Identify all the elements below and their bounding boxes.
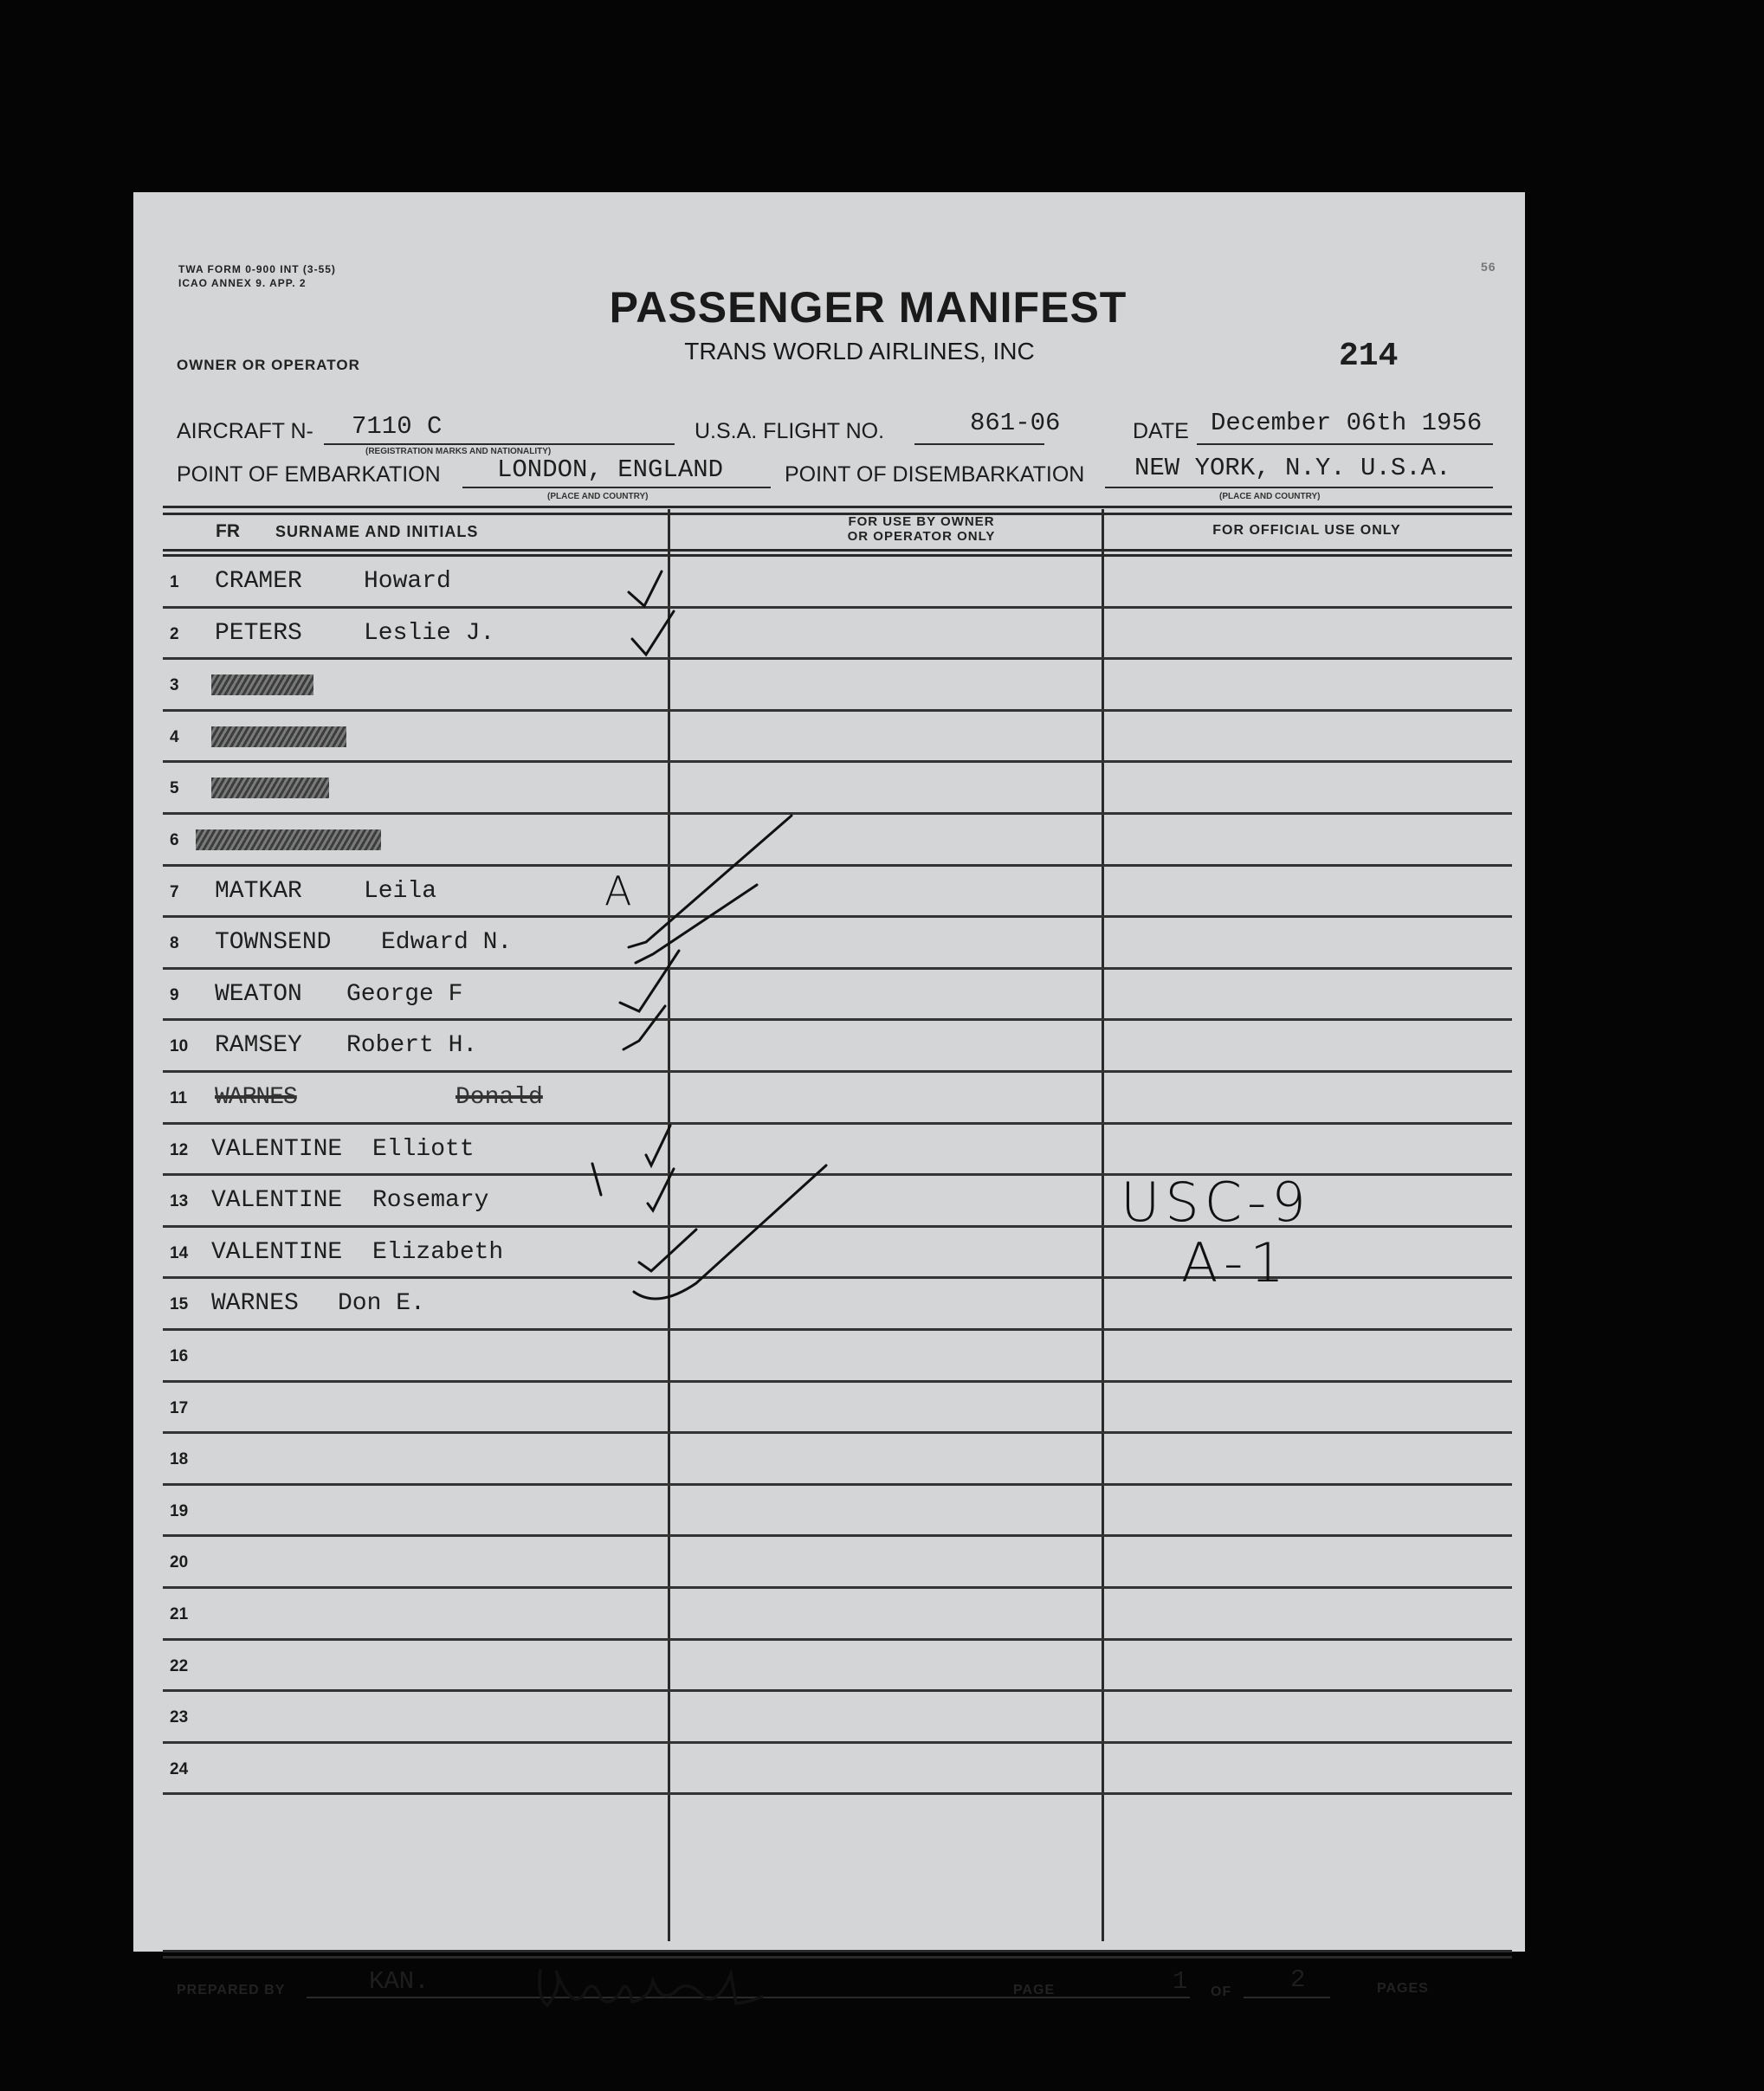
disembark-place-note: (PLACE AND COUNTRY) [1219,492,1321,501]
row-number: 15 [170,1295,189,1314]
passenger-given-name: Leslie J. [364,619,495,647]
passenger-surname: WEATON [215,980,302,1008]
check-row10 [624,1006,665,1049]
passenger-surname: VALENTINE [211,1238,343,1266]
row-number: 8 [170,934,179,953]
check-row2 [632,611,674,655]
row-number: 21 [170,1605,189,1623]
owner-label: OWNER OR OPERATOR [177,357,360,373]
form-id-line1: TWA FORM 0-900 INT (3-55) [178,263,336,275]
passenger-surname: WARNES [211,1290,299,1318]
col-surname: SURNAME AND INITIALS [275,523,479,540]
col-fr: FR [216,521,240,541]
form-id-line2: ICAO ANNEX 9. APP. 2 [178,277,307,289]
signature [540,1971,762,2005]
check-row14 [639,1229,696,1271]
passenger-surname: RAMSEY [215,1032,302,1060]
manifest-number: 214 [1339,338,1399,375]
row-number: 24 [170,1759,189,1778]
date-value: December 06th 1956 [1211,409,1483,437]
corner-mark: 56 [1481,260,1496,274]
passenger-surname: TOWNSEND [215,929,332,957]
check-row8b [636,885,757,963]
check-row12 [646,1126,670,1165]
row-number: 19 [170,1501,189,1520]
of-value: 2 [1290,1965,1306,1994]
check-row13 [648,1169,674,1210]
passenger-surname: PETERS [215,619,302,647]
page-value: 1 [1173,1967,1188,1996]
flight-label: U.S.A. FLIGHT NO. [695,419,885,443]
handwritten-row7-mark: A [604,868,632,914]
page-title: PASSENGER MANIFEST [609,283,1128,332]
date-label: DATE [1133,419,1189,443]
airline-name: TRANS WORLD AIRLINES, INC [684,338,1035,365]
aircraft-label: AIRCRAFT N- [177,419,313,443]
row-number: 16 [170,1347,189,1365]
check-row1 [629,571,662,606]
row-number: 14 [170,1243,189,1262]
flight-value: 861-06 [970,409,1061,437]
check-row9 [620,951,679,1011]
prepared-label: PREPARED BY [177,1983,286,1997]
row-number: 9 [170,985,179,1004]
embark-place-note: (PLACE AND COUNTRY) [547,492,649,501]
passenger-given-name: Don E. [338,1290,425,1318]
passenger-given-name: Elizabeth [372,1238,504,1266]
passenger-given-name: Donald [456,1084,543,1111]
passenger-given-name: Robert H. [346,1032,478,1060]
row-number: 22 [170,1656,189,1675]
passenger-surname: WARNES [215,1084,297,1111]
passenger-given-name: Howard [364,568,451,595]
row-number: 3 [170,676,179,695]
row-number: 7 [170,882,179,901]
registration-note: (REGISTRATION MARKS AND NATIONALITY) [365,447,552,456]
embark-label: POINT OF EMBARKATION [177,462,441,487]
disembark-value: NEW YORK, N.Y. U.S.A. [1134,454,1451,482]
col-official-use: FOR OFFICIAL USE ONLY [1212,523,1401,538]
of-label: OF [1211,1985,1232,1999]
row-number: 20 [170,1553,189,1572]
row-number: 2 [170,624,179,643]
prepared-value: KAN. [369,1967,430,1996]
pages-label: PAGES [1377,1981,1429,1996]
row-number: 23 [170,1708,189,1727]
passenger-given-name: Elliott [372,1135,475,1163]
passenger-given-name: George F [346,980,463,1008]
page-label: PAGE [1013,1983,1056,1997]
passenger-surname: VALENTINE [211,1135,343,1163]
official-annotation-line1: USC-9 [1121,1171,1311,1234]
passenger-given-name: Leila [364,877,437,905]
row-number: 4 [170,727,179,746]
handwriting-marks [133,192,1525,1952]
row-number: 11 [170,1089,188,1107]
check-rows8-10 [629,816,792,947]
official-annotation-line2: A-1 [1181,1231,1291,1294]
row-number: 1 [170,573,179,591]
manifest-paper [133,192,1525,1999]
row-number: 5 [170,779,179,798]
row-number: 13 [170,1192,189,1211]
embark-value: LONDON, ENGLAND [497,455,724,484]
row-number: 10 [170,1037,189,1056]
disembark-label: POINT OF DISEMBARKATION [785,462,1085,487]
aircraft-value: 7110 C [352,412,443,441]
row-number: 17 [170,1398,189,1417]
check-row15 [634,1165,826,1299]
passenger-surname: VALENTINE [211,1187,343,1215]
passenger-given-name: Edward N. [381,929,513,957]
passenger-surname: CRAMER [215,568,302,595]
row-number: 6 [170,831,179,849]
passenger-given-name: Rosemary [372,1187,489,1215]
passenger-surname: MATKAR [215,877,302,905]
row-number: 12 [170,1140,189,1159]
col-owner-use-line2: OR OPERATOR ONLY [847,529,996,544]
tick-row13 [592,1164,601,1195]
col-owner-use-line1: FOR USE BY OWNER [848,514,995,529]
row-number: 18 [170,1450,189,1469]
